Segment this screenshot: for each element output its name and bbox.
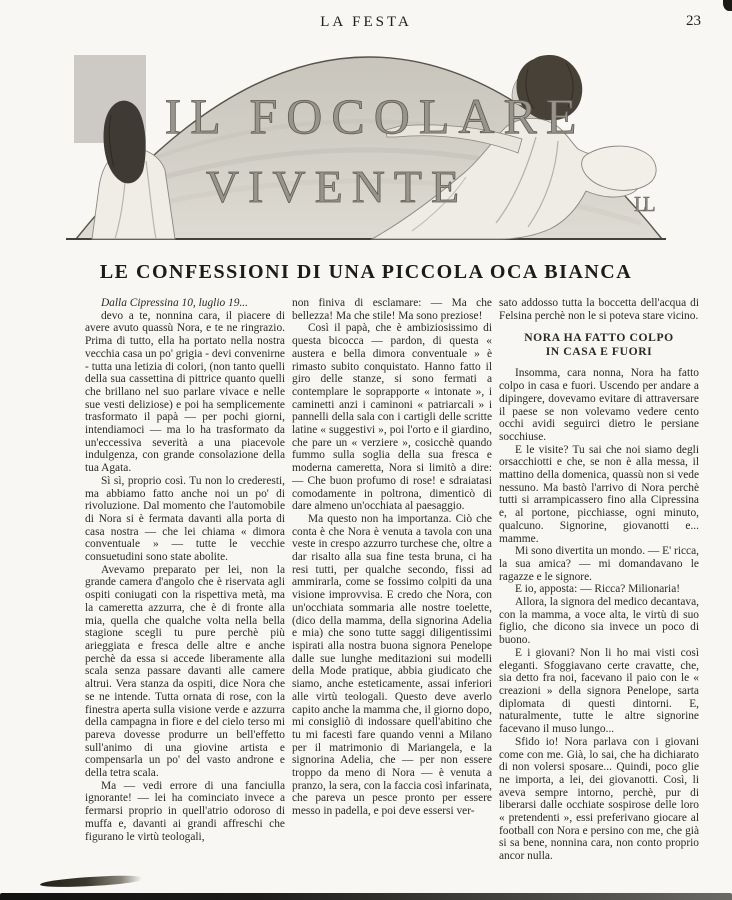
paragraph: Allora, la signora del medico decantava, con la mamma, a voce alta, le virtù di suo figlio, che dicono sia invece un poco di buono.: [499, 596, 699, 647]
paragraph: E i giovani? Non li ho mai visti così eleganti. Sfoggiavano certe cravatte, che, sia detto fra noi, facevano il paio con le « creazioni » della signora Penelope, sarta diplomata di questi dintorni. E, naturalmente, tutte le altre signorine facevano il muso lungo...: [499, 646, 699, 736]
paragraph: Sì sì, proprio così. Tu non lo crederesti, ma abbiamo fatto anche noi un po' di rivoluzione. Dal momento che l'automobile di Nora si è fermata davanti alla porta di casa nostra — che lei chiama « dimora conventuale » — tutte le vecchie consuetudini sono state abolite.: [85, 474, 285, 564]
section-heading-line2: IN CASA E FUORI: [545, 345, 653, 359]
text-column-3: [499, 297, 699, 863]
article-title: LE CONFESSIONI DI UNA PICCOLA OCA BIANCA: [99, 261, 633, 283]
illustration-title-line2: VIVENTE: [205, 161, 469, 212]
section-heading-line1: NORA HA FATTO COLPO: [524, 331, 674, 345]
paragraph: Così il papà, che è ambiziosissimo di questa bicocca — pardon, di questa « austera e bella dimora conventuale » è rimasto subito conquistato. Hanno fatto il giro delle stanze, si sono fermati a contemplare le soprapporte « intonate », i caminetti anzi i caminoni « patriarcali » i pannelli della sala con i cartigli delle scritte latine « suggestivi », poi l'orto e il giardino, che pare un « verziere », cosicchè quando fummo sulla soglia della sua fresca e moderna cameretta, Nora si limitò a dire: — Che buon profumo di rose! e sdraiatasi comodamente in poltrona, dimenticò di dare almeno un'occhiata al paesaggio.: [292, 322, 492, 513]
page-number: 23: [686, 13, 701, 29]
paragraph: Avevamo preparato per lei, non la grande camera d'angolo che è riservata agli ospiti coniugati con la rispettiva metà, ma la cameretta azzurra, che è di fronte alla mia, quella che qualche volta nella bella stagione scegli tu pure perchè più arieggiata e fresca delle altre e anche perchè da essa si accede liberamente alla scala senza passare davanti alle camere altrui. Vera stanza da ospiti, dice Nora che se ne intende. Tutta ornata di rose, con la finestra aperta sulla visione verde e azzurra della campagna in fiore e del cielo terso mi pareva dovesse produrre un bell'effetto sull'animo di una giovine artista e compensarla un po' del vasto androne e della tetra scala.: [85, 563, 285, 780]
header-illustration: [66, 45, 666, 242]
paragraph: sato addosso tutta la boccetta dell'acqua di Felsina perchè non le si poteva stare vicino.: [499, 297, 699, 322]
paragraph: non finiva di esclamare: — Ma che bellezza! Ma che stile! Ma sono preziose!: [292, 297, 492, 322]
paragraph: devo a te, nonnina cara, il piacere di avere avuto quassù Nora, e te ne ringrazio. Prima di tutto, ella ha portato nella nostra vecchia casa un po' grigia - devi convenirne - tutta una letizia di colori, (non tanto quelli della sua cassettina di pittrice quanto quelli che brillano nel suo parlare vivace e nelle sue vesti deliziose) e poi ha semplicemente trasformato il papà — per pochi giorni, intendiamoci — ma lo ha trasformato da un'eccessiva severità a una piacevole indulgenza, con grande consolazione della tua Agata.: [85, 309, 285, 475]
paragraph: Mi sono divertita un mondo. — E' ricca, la sua amica? — mi domandavano le ragazze e le signore.: [499, 545, 699, 583]
lunette-drawing: [66, 45, 666, 242]
magazine-masthead: LA FESTA: [320, 14, 412, 30]
dateline: Dalla Cipressina 10, luglio 19...: [100, 297, 248, 309]
paragraph: E le visite? Tu sai che noi siamo degli orsacchiotti e che, se non è alla messa, il mattino della domenica, quassù non si vede nessuno. Ma bastò l'arrivo di Nora perchè tutti si arrampicassero fino alla Cipressina e, al portone, picchiasse, ogni minuto, qualcuno. Signorine, giovanotti e... mamme.: [499, 443, 699, 545]
article-body: [85, 297, 699, 863]
scan-smudge-artifact: [40, 874, 142, 888]
text-column-2: [292, 297, 492, 863]
illustration-title-line1: IL FOCOLARE: [164, 88, 586, 144]
paragraph: Ma — vedi errore di una fanciulla ignorante! — lei ha cominciato invece a fermarsi proprio in quell'atrio odoroso di muffa e, davanti ai grandi affreschi che figurano le virtù teologali,: [85, 779, 285, 843]
paragraph: Insomma, cara nonna, Nora ha fatto colpo in casa e fuori. Uscendo per andare a dipingere, dovevamo evitare di attraversare il paese se non volevamo vedere cento occhi avidi seguirci dietro le persiane socchiuse.: [499, 367, 699, 443]
scan-edge-artifact: [0, 893, 732, 900]
paragraph: Ma questo non ha importanza. Ciò che conta è che Nora è venuta a tavola con una veste in crespo azzurro turchese che, oltre a dar risalto alla sua fine testa bruna, ci ha resi tutti, per qualche secondo, fissi ad ammirarla, come se fossimo colpiti da una visione improvvisa. E credo che Nora, con un'occhiata sommaria alle nostre toelette, (dico della mamma, della signorina Adelia e mia) che sono tutte saggi diligentissimi ispirati alla nostra buona signora Penelope dalle sue lunghe meditazioni sui modelli della Mode pratique, abbia giudicato che siamo, anche esteticamente, assai inferiori alle virtù teologali. Questo deve averlo capito anche la mamma che, il giorno dopo, mi consigliò di indossare quell'abitino che tu mi facesti fare quando venni a Milano per il matrimonio di Mariangela, e la signorina Adelia, che — per non essere troppo da meno di Nora — è venuta a pranzo, la sera, con la faccia così infarinata, che pareva un pesce pronto per essere messo in padella, e poi deve essersi ver-: [292, 512, 492, 818]
text-column-1: [85, 297, 285, 863]
paragraph: E io, apposta: — Ricca? Milionaria!: [514, 583, 681, 596]
artist-monogram: LL: [634, 192, 652, 216]
scan-corner-artifact: [723, 0, 732, 11]
paragraph: Sfido io! Nora parlava con i giovani come con me. Già, lo sai, che ha dichiarato di non volersi sposare... Quindi, poco glie ne importa, a lei, dei giovanotti. Così, li aveva sempre intorno, perchè, pur di liberarsi dalle occhiate sospirose delle loro « pretendenti », essi preferivano giocare al football con Nora e persino con me, che già si sa bene, nonnina cara, non conto proprio ancor nulla.: [499, 735, 699, 863]
